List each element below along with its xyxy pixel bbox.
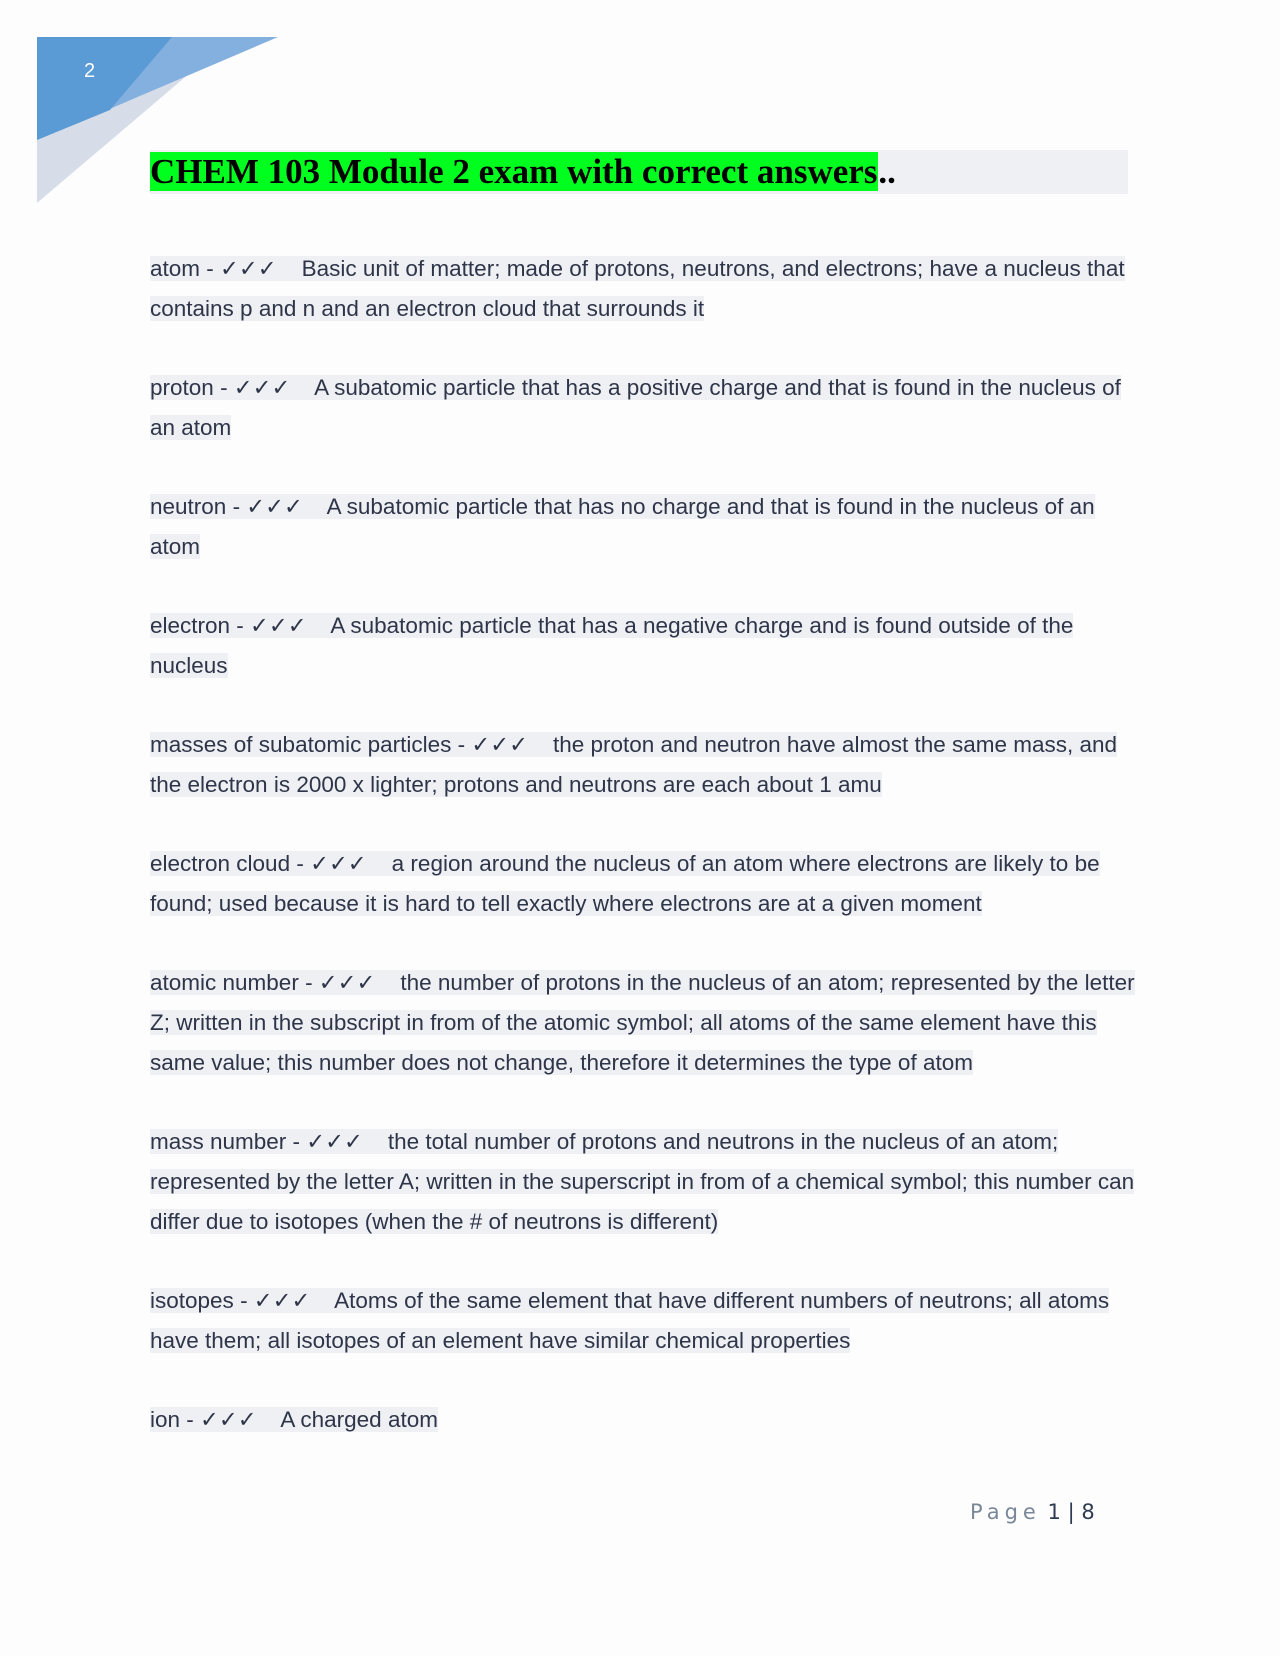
check-marks: - ✓✓✓ [451, 732, 528, 757]
current-page-number: 1 [1047, 1500, 1061, 1524]
entry-definition: the total number of protons and neutrons in the nucleus of an atom; represented by the letter A; written in the superscript in from of a chemical symbol; this number can differ due to isotopes (when the # of neutrons is different) [150, 1129, 1135, 1234]
flashcard-entry [150, 725, 1135, 805]
flashcard-entry [150, 606, 1135, 686]
flashcard-entry [150, 368, 1135, 448]
page-label: Page [970, 1500, 1041, 1524]
entry-definition: A subatomic particle that has no charge and that is found in the nucleus of an atom [150, 494, 1095, 559]
entry-term: atomic number [150, 970, 299, 995]
check-marks: - ✓✓✓ [226, 494, 303, 519]
entry-term: atom [150, 256, 201, 281]
check-marks: - ✓✓✓ [180, 1407, 257, 1432]
entry-term: mass number [150, 1129, 287, 1154]
entry-term: electron [150, 613, 231, 638]
check-marks: - ✓✓✓ [230, 613, 307, 638]
flashcard-entry [150, 249, 1135, 329]
title-highlighted-text: CHEM 103 Module 2 exam with correct answers [150, 152, 878, 191]
flashcard-entry [150, 1281, 1135, 1361]
flashcard-entry [150, 844, 1135, 924]
flashcard-entry [150, 963, 1135, 1083]
entry-definition: the proton and neutron have almost the same mass, and the electron is 2000 x lighter; protons and neutrons are each about 1 amu [150, 732, 1118, 797]
entry-term: electron cloud [150, 851, 291, 876]
title-suffix: .. [878, 152, 896, 191]
total-pages: 8 [1081, 1500, 1095, 1524]
document-title [150, 150, 896, 194]
entry-definition: the number of protons in the nucleus of an atom; represented by the letter Z; written in the subscript in from of the atomic symbol; all atoms of the same element have this same value; this number does not change, therefore it determines the type of atom [150, 970, 1135, 1075]
flashcard-entry [150, 1122, 1135, 1242]
check-marks: - ✓✓✓ [233, 1288, 311, 1313]
entry-term: masses of subatomic particles [150, 732, 452, 757]
entry-term: ion [150, 1407, 181, 1432]
flashcard-list [150, 249, 1135, 1479]
check-marks: - ✓✓✓ [213, 375, 291, 400]
entry-definition: Atoms of the same element that have different numbers of neutrons; all atoms have them; all isotopes of an element have similar chemical properties [150, 1288, 1110, 1353]
entry-definition: A subatomic particle that has a positive charge and that is found in the nucleus of an atom [150, 375, 1121, 440]
entry-definition: A subatomic particle that has a negative charge and is found outside of the nucleus [150, 613, 1074, 678]
flashcard-entry [150, 1400, 1135, 1440]
entry-definition: a region around the nucleus of an atom where electrons are likely to be found; used because it is hard to tell exactly where electrons are at a given moment [150, 851, 1100, 916]
corner-page-number: 2 [84, 60, 96, 82]
check-marks: - ✓✓✓ [200, 256, 277, 281]
page-footer [970, 1500, 1095, 1524]
entry-term: proton [150, 375, 214, 400]
entry-definition: A charged atom [280, 1407, 438, 1432]
check-marks: - ✓✓✓ [286, 1129, 363, 1154]
entry-term: isotopes [150, 1288, 234, 1313]
flashcard-entry [150, 487, 1135, 567]
entry-definition: Basic unit of matter; made of protons, neutrons, and electrons; have a nucleus that contains p and n and an electron cloud that surrounds it [150, 256, 1125, 321]
page-separator: | [1067, 1500, 1075, 1524]
entry-term: neutron [150, 494, 227, 519]
check-marks: - ✓✓✓ [298, 970, 376, 995]
check-marks: - ✓✓✓ [290, 851, 367, 876]
